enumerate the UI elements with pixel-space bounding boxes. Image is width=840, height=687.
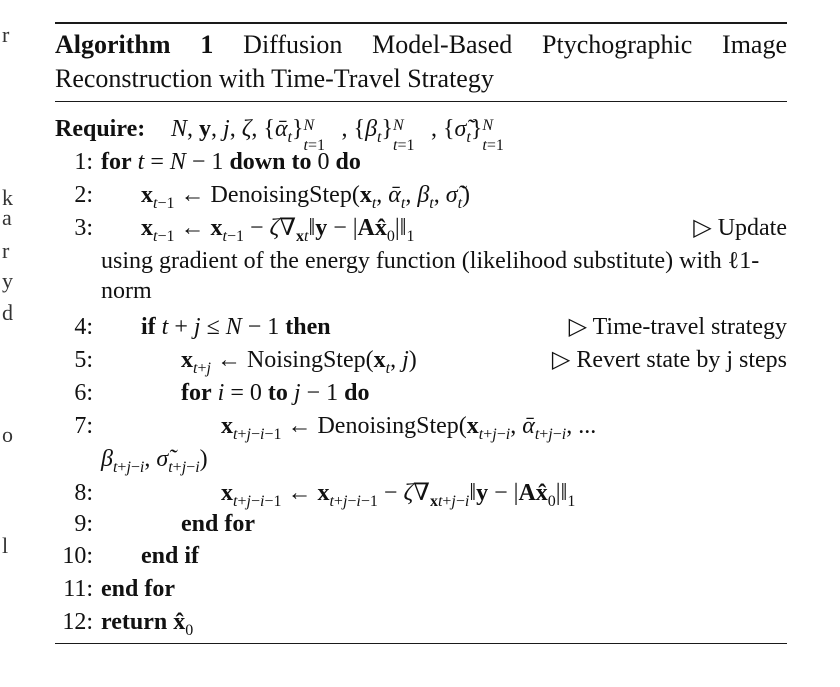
line-body: for t = N − 1 down to 0 do <box>101 149 361 175</box>
line-body: for i = 0 to j − 1 do <box>181 380 370 406</box>
line-number: 6: <box>74 380 93 406</box>
margin-fragment: y <box>2 268 13 293</box>
line-number: 1: <box>74 149 93 175</box>
line-body: end if <box>141 543 200 569</box>
line-body: return $x̂_0$ <box>101 609 194 639</box>
margin-fragment: r <box>2 22 10 47</box>
line-number: 5: <box>74 347 93 373</box>
line-comment: ▷ Revert state by j steps <box>551 347 787 373</box>
algorithm-title <box>55 28 787 96</box>
top-rule <box>55 22 787 24</box>
line-number: 4: <box>74 314 93 340</box>
line-number: 2: <box>74 182 93 208</box>
bottom-rule <box>55 643 787 644</box>
line-continuation: using gradient of the energy function (likelihood substitute) with ℓ1-norm <box>101 248 760 304</box>
line-number: 11: <box>63 576 93 602</box>
line-comment: ▷ Time-travel strategy <box>568 314 787 340</box>
margin-fragment: d <box>2 300 13 325</box>
line-number: 7: <box>74 413 93 439</box>
line-number: 10: <box>62 543 93 569</box>
margin-fragment: a <box>2 205 12 230</box>
line-body: $x_{t-1}$ ← $DenoisingStep(x_t$, ᾱ$_t$, $\beta_t$, $\sigmã_t$) <box>141 182 471 212</box>
line-number: 8: <box>74 480 93 506</box>
algo-line-continuation <box>55 246 787 310</box>
title-rule <box>55 101 787 102</box>
line-body: $x_{t-1}$ ← $x_{t-1}$ − $\zeta\nabla_{xt}‖y$ − $|Ax̂_0|‖_1$ <box>141 215 415 245</box>
line-body: $x_{t+j-i-1}$ ← $x_{t+j-i-1}$ − $\zeta\nabla_{xt+j-i}‖y$ − $|Ax̂_0|‖_1$ <box>221 480 576 510</box>
margin-fragment: o <box>2 422 13 447</box>
margin-fragment: l <box>2 533 9 558</box>
algorithm-caption: Diffusion Model-Based Ptychographic Image Reconstruction with Time-Travel Strategy <box>55 30 788 93</box>
margin-fragment: r <box>2 238 10 263</box>
line-number: 12: <box>62 609 93 635</box>
line-body: $x_{t+j-i-1}$ ← $DenoisingStep(x_{t+j-i}$, ᾱ$_{t+j-i}$, ... <box>221 413 597 443</box>
line-body: end for <box>181 511 255 537</box>
line-number: 3: <box>74 215 93 241</box>
margin-fragment: k <box>2 185 13 210</box>
line-number: 9: <box>74 511 93 537</box>
require-params: N, y, j, ζ, {ᾱ$_t$} N t=1 , $\{\beta_t\}$ N t=1 , $\{\sigmã_t\}$ N t=1 <box>171 116 504 154</box>
line-body: if t + j ≤ N − 1 then <box>141 314 331 340</box>
line-body: $x_{t+j}$ ← $NoisingStep(x_t$, j) <box>181 347 417 377</box>
line-body: end for <box>101 576 175 602</box>
require-label: Require: <box>55 116 146 142</box>
line-comment: ▷ Update <box>693 215 787 241</box>
algorithm-label: Algorithm 1 <box>55 30 214 59</box>
line-continuation: $\beta_{t+j-i}$, $\sigmã_{t+j-i}$) <box>101 446 208 476</box>
